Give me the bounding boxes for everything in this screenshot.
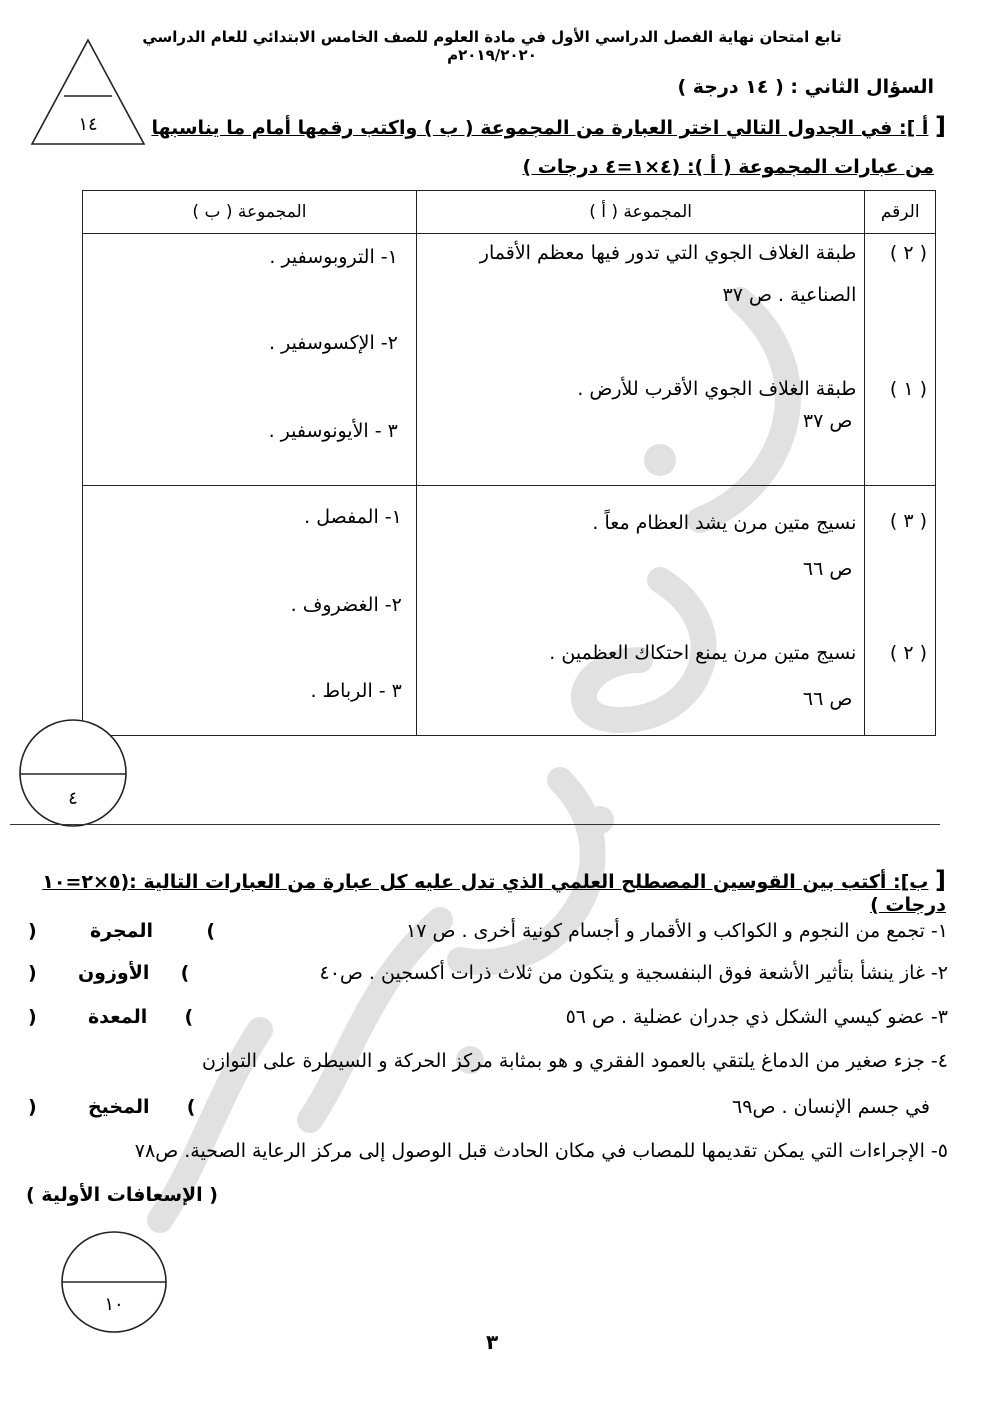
term-question: ٢- غاز ينشأ بتأثير الأشعة فوق البنفسجية و يتكون من ثلاث ذرات أكسجين . ص٤٠ bbox=[319, 962, 948, 984]
group-a-page-ref: ص ٣٧ bbox=[802, 410, 853, 432]
term-answer-text: الأوزون bbox=[77, 962, 150, 984]
group-b-option: ٣ - الأيونوسفير . bbox=[268, 420, 398, 442]
section-b-bracket: [ bbox=[935, 866, 946, 894]
term-answer-text: المخيخ bbox=[87, 1096, 150, 1118]
answer-number: ( ١ ) bbox=[889, 378, 927, 400]
matching-table bbox=[82, 190, 936, 736]
term-question-continued: في جسم الإنسان . ص٦٩ bbox=[732, 1096, 930, 1118]
triangle-score-value: ١٤ bbox=[78, 114, 98, 135]
circle-score-box bbox=[18, 718, 128, 828]
group-b-option: ١- التروبوسفير . bbox=[269, 246, 398, 268]
question-title: السؤال الثاني : ( ١٤ درجة ) bbox=[677, 76, 934, 98]
group-b-option: ٢- الإكسوسفير . bbox=[269, 332, 398, 354]
group-b-option: ٢- الغضروف . bbox=[290, 594, 402, 616]
circle-score-box bbox=[60, 1230, 168, 1334]
section-b-label: ب]: أكتب بين القوسين المصطلح العلمي الذي تدل عليه كل عبارة من العبارات التالية :(٥×٢=١٠ درجات ) bbox=[42, 871, 946, 916]
term-answer: ) المخيخ ( bbox=[28, 1096, 196, 1118]
term-answer-text: المجرة bbox=[89, 920, 154, 942]
section-a-heading bbox=[151, 112, 946, 140]
block1-num-cell bbox=[865, 234, 936, 486]
term-answer: ) الأوزون ( bbox=[28, 962, 190, 984]
answer-number: ( ٢ ) bbox=[889, 642, 927, 664]
answer-number: ( ٢ ) bbox=[889, 242, 927, 264]
term-answer-text: ( الإسعافات الأولية ) bbox=[26, 1184, 218, 1206]
header-num: الرقم bbox=[865, 191, 936, 234]
triangle-score-box bbox=[30, 38, 146, 146]
table-row bbox=[83, 234, 936, 486]
group-a-statement: نسيج متين مرن يمنع احتكاك العظمين . bbox=[549, 642, 857, 664]
section-a-subheading: من عبارات المجموعة ( أ ): (٤×١=٤ درجات ) bbox=[522, 156, 934, 178]
page-number: ٣ bbox=[486, 1330, 499, 1354]
group-b-option: ١- المفصل . bbox=[304, 506, 402, 528]
term-question: ٣- عضو كيسي الشكل ذي جدران عضلية . ص ٥٦ bbox=[565, 1006, 948, 1028]
group-a-statement: طبقة الغلاف الجوي التي تدور فيها معظم الأقمار bbox=[479, 242, 857, 264]
group-a-page-ref: الصناعية . ص ٣٧ bbox=[722, 284, 857, 306]
circle-score-value: ٤ bbox=[68, 788, 78, 809]
header-group-b: المجموعة ( ب ) bbox=[83, 191, 417, 234]
block1-group-a-cell bbox=[416, 234, 864, 486]
block2-group-b-cell bbox=[83, 486, 417, 736]
block2-group-a-cell bbox=[416, 486, 864, 736]
group-a-statement: طبقة الغلاف الجوي الأقرب للأرض . bbox=[577, 378, 857, 400]
header-group-a: المجموعة ( أ ) bbox=[416, 191, 864, 234]
answer-number: ( ٣ ) bbox=[889, 510, 927, 532]
exam-header: تابع امتحان نهاية الفصل الدراسي الأول في مادة العلوم للصف الخامس الابتدائي للعام الدراسي ٢٠١٩/٢٠٢٠م bbox=[142, 28, 842, 64]
term-answer-text: المعدة bbox=[87, 1006, 148, 1028]
section-divider bbox=[10, 824, 940, 825]
table-header-row bbox=[83, 191, 936, 234]
group-a-page-ref: ص ٦٦ bbox=[802, 688, 853, 710]
group-a-statement: نسيج متين مرن يشد العظام معاً . bbox=[592, 512, 857, 534]
term-answer: ) المعدة ( bbox=[28, 1006, 194, 1028]
block2-num-cell bbox=[865, 486, 936, 736]
section-a-bracket: [ bbox=[935, 112, 946, 140]
section-a-label: أ ]: في الجدول التالي اختر العبارة من المجموعة ( ب ) واكتب رقمها أمام ما يناسبها bbox=[151, 117, 929, 139]
term-question: ٥- الإجراءات التي يمكن تقديمها للمصاب في مكان الحادث قبل الوصول إلى مركز الرعاية الصحية. ص٧٨ bbox=[134, 1140, 948, 1162]
section-b-heading bbox=[0, 866, 946, 916]
table-row bbox=[83, 486, 936, 736]
circle-score-value: ١٠ bbox=[104, 1294, 124, 1315]
group-a-page-ref: ص ٦٦ bbox=[802, 558, 853, 580]
block1-group-b-cell bbox=[83, 234, 417, 486]
group-b-option: ٣ - الرباط . bbox=[310, 680, 402, 702]
term-question: ١- تجمع من النجوم و الكواكب و الأقمار و أجسام كونية أخرى . ص ١٧ bbox=[406, 920, 948, 942]
term-question: ٤- جزء صغير من الدماغ يلتقي بالعمود الفقري و هو بمثابة مركز الحركة و السيطرة على التوازن bbox=[201, 1050, 948, 1072]
term-answer: ) المجرة ( bbox=[28, 920, 215, 942]
